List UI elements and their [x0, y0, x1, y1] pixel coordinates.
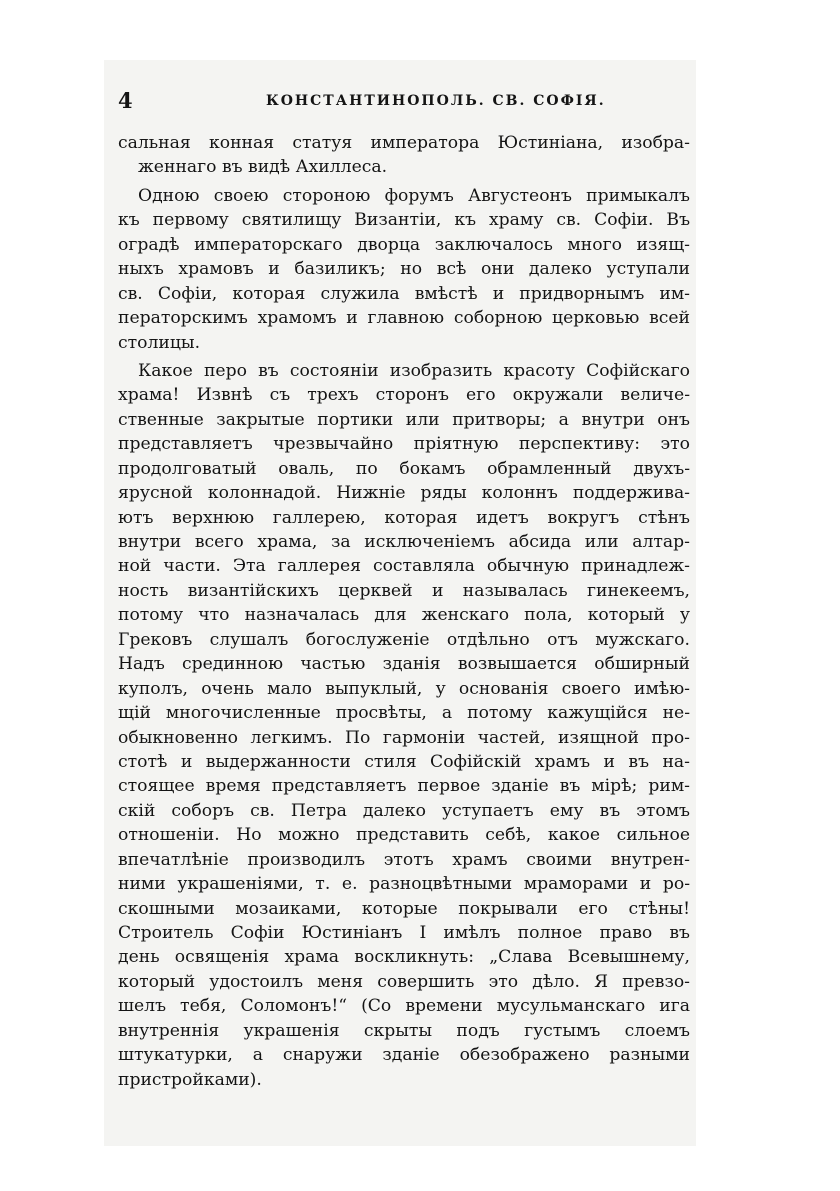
text-line: обыкновенно легкимъ. По гармоніи частей, изящной про- — [118, 727, 690, 748]
text-line: продолговатый оваль, по бокамъ обрамленный двухъ- — [118, 458, 690, 479]
text-line: оградѣ императорскаго дворца заключалось много изящ- — [118, 234, 690, 255]
text-line: который удостоилъ меня совершить это дѣло. Я превзо- — [118, 971, 690, 992]
text-line: Какое перо въ состояніи изобразить красоту Софійскаго — [138, 360, 690, 381]
text-line: потому что назначалась для женскаго пола, который у — [118, 605, 690, 626]
paragraph — [118, 359, 690, 1092]
running-title: КОНСТАНТИНОПОЛЬ. СВ. СОФІЯ. — [266, 93, 606, 109]
text-line: ность византійскихъ церквей и называлась гинекеемъ, — [118, 580, 690, 601]
text-line: храма! Извнѣ съ трехъ сторонъ его окружали величе- — [118, 385, 690, 406]
text-line: св. Софіи, которая служила вмѣстѣ и придворнымъ им- — [118, 283, 690, 304]
running-head — [118, 86, 692, 116]
text-line: стотѣ и выдержанности стиля Софійскій храмъ и въ на- — [118, 751, 690, 772]
text-line: ютъ верхнюю галлерею, которая идетъ вокругъ стѣнъ — [118, 507, 690, 528]
text-line: ной части. Эта галлерея составляла обычную принадлеж- — [118, 556, 690, 577]
text-line: ними украшеніями, т. е. разноцвѣтными мраморами и ро- — [118, 874, 690, 895]
text-line: внутри всего храма, за исключеніемъ абсида или алтар- — [118, 532, 690, 552]
text-line: стоящее время представляетъ первое зданіе въ мірѣ; рим- — [118, 776, 690, 797]
text-line: Грековъ слушалъ богослуженіе отдѣльно отъ мужскаго. — [118, 629, 690, 650]
text-line: шелъ тебя, Соломонъ!“ (Со времени мусульманскаго ига — [118, 996, 690, 1017]
text-line: ператорскимъ храмомъ и главною соборною церковью всей — [118, 308, 690, 329]
text-line: щій многочисленные просвѣты, а потому кажущійся не- — [118, 703, 690, 724]
text-line: скій соборъ св. Петра далеко уступаетъ ему въ этомъ — [118, 800, 690, 821]
text-line: ныхъ храмовъ и базиликъ; но всѣ они далеко уступали — [118, 259, 690, 280]
paragraph — [118, 184, 690, 355]
page-number: 4 — [118, 88, 133, 113]
paragraph — [118, 131, 690, 180]
text-line: Одною своею стороною форумъ Августеонъ примыкалъ — [138, 185, 690, 206]
text-line: скошными мозаиками, которые покрывали его стѣны! — [118, 898, 690, 919]
text-line: ственные закрытые портики или притворы; а внутри онъ — [118, 409, 690, 430]
text-line: столицы. — [118, 332, 201, 353]
text-line: впечатлѣніе производилъ этотъ храмъ своими внутрен- — [118, 849, 690, 870]
body-text — [118, 131, 690, 1092]
text-line: представляетъ чрезвычайно пріятную перспективу: это — [118, 434, 690, 455]
text-line: пристройками). — [118, 1069, 262, 1090]
text-line: ярусной колоннадой. Нижніе ряды колоннъ поддержива- — [118, 483, 690, 504]
text-line: сальная конная статуя императора Юстиніана, изобра- — [118, 133, 690, 153]
text-line: Надъ срединною частью зданія возвышается обширный — [118, 654, 690, 675]
text-line: Строитель Софіи Юстиніанъ I имѣлъ полное право въ — [118, 923, 690, 943]
text-line: куполъ, очень мало выпуклый, у основанія своего имѣю- — [118, 678, 690, 699]
text-line: штукатурки, а снаружи зданіе обезображено разными — [118, 1045, 690, 1066]
text-line: женнаго въ видѣ Ахиллеса. — [138, 157, 388, 178]
text-line: внутреннія украшенія скрыты подъ густымъ слоемъ — [118, 1020, 690, 1041]
text-line: къ первому святилищу Византіи, къ храму св. Софіи. Въ — [118, 210, 690, 231]
text-line: день освященія храма воскликнуть: „Слава Всевышнему, — [118, 947, 690, 968]
text-line: отношеніи. Но можно представить себѣ, какое сильное — [118, 825, 690, 846]
